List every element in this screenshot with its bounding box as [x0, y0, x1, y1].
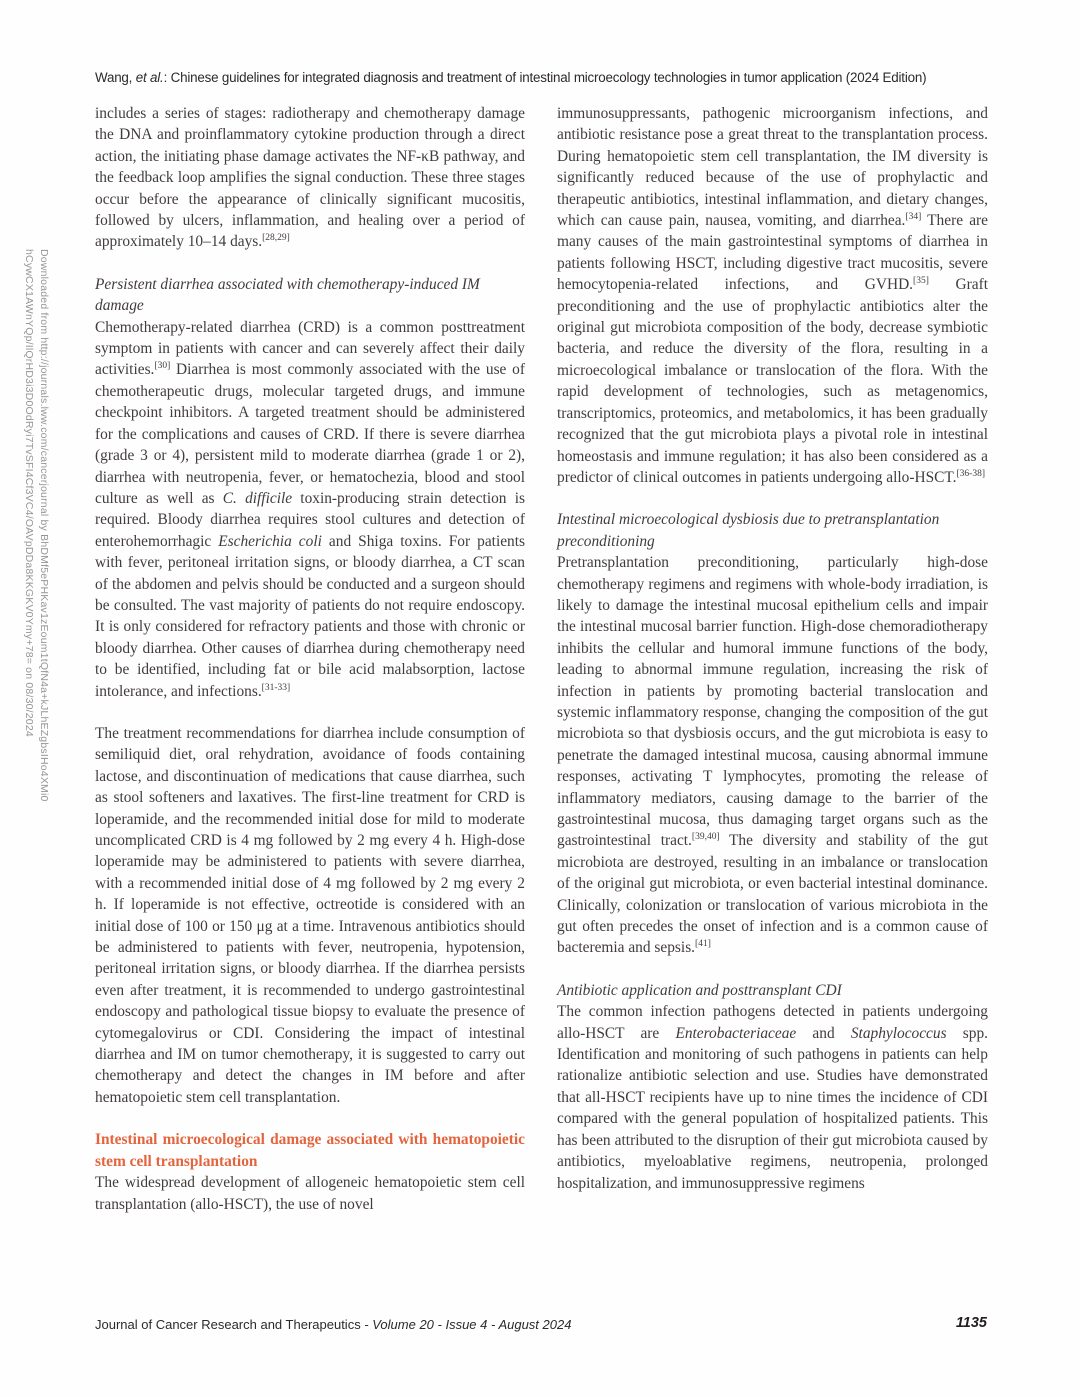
text-run: toxin-producing strain detection is required. Bloody diarrhea requires stool cultures and detection of enterohemorrhagic	[95, 489, 525, 550]
text-run: There are many causes of the main gastrointestinal symptoms of diarrhea in patients following HSCT, including digestive tract mucositis, severe hemocytopenia-related infections, and GVHD.	[557, 212, 988, 294]
text-run: Persistent diarrhea associated with chemotherapy-induced IM damage	[95, 275, 480, 315]
running-header-title: : Chinese guidelines for integrated diagnosis and treatment of intestinal microecology technologies in tumor application (2024 Edition)	[163, 70, 927, 85]
paragraph	[95, 103, 525, 253]
reference-citation: [34]	[905, 211, 922, 222]
italic-term: Escherichia coli	[218, 532, 322, 550]
subheading	[557, 509, 988, 552]
paragraph	[95, 1172, 525, 1215]
italic-term: Staphylococcus	[850, 1024, 947, 1042]
reference-citation: [39,40]	[691, 832, 720, 843]
footer-journal-line	[95, 1317, 571, 1332]
subheading	[557, 980, 988, 1001]
italic-term: Enterobacteriaceae	[675, 1024, 797, 1042]
paragraph	[557, 103, 988, 488]
text-run: Pretransplantation preconditioning, particularly high-dose chemotherapy regimens and regimens with whole-body irradiation, is likely to damage the intestinal mucosal epithelium cells and impair the intestinal mucosal barrier function. High-dose chemoradiotherapy inhibits the cellular and humoral immune functions of the body, leading to abnormal immune regulation, increasing the risk of infection in patients by promoting bacterial translocation and systemic inflammatory response, changing the composition of the gut microbiota so that dysbiosis occurs, and the gut microbiota is easy to penetrate the damaged intestinal mucosa, causing abnormal immune responses, activating T lymphocytes, promoting the release of inflammatory mediators, causing damage to the barrier of the gastrointestinal mucosa, thus damaging target organs such as the gastrointestinal tract.	[557, 554, 988, 850]
reference-citation: [31-33]	[261, 682, 291, 693]
text-run: and	[796, 1024, 851, 1042]
running-header-etal: et al.	[135, 70, 164, 85]
reference-citation: [41]	[695, 939, 711, 950]
text-run: Graft preconditioning and the use of prophylactic antibiotics alter the original gut microbiota composition of the body, decrease symbiotic bacteria, and reduce the diversity of the flora, resulting in a microecological imbalance or translocation of the flora. With the rapid development of technologies, such as metagenomics, transcriptomics, proteomics, and metabolomics, it has been gradually recognized that the gut microbiota plays a pivotal role in intestinal homeostasis and immune regulation; it has also been considered as a predictor of clinical outcomes in patients undergoing allo-HSCT.	[557, 276, 988, 486]
download-watermark	[21, 249, 51, 1379]
download-watermark-line2: hCywCX1AWnYQp/IlQrHD3i3D0OdRyi7TvSFI4Cf3VC4/OAVpDDa8KKGKV0Ymy+78= on 08/30/2024	[23, 249, 35, 737]
right-column	[557, 103, 988, 1194]
running-header	[95, 70, 987, 85]
italic-term: C. difficile	[222, 489, 293, 507]
text-run: Antibiotic application and posttransplant CDI	[557, 981, 842, 999]
paragraph	[557, 552, 988, 959]
reference-citation: [35]	[913, 276, 929, 287]
text-run: and Shiga toxins. For patients with fever, peritoneal irritation signs, or bloody diarrhea, a CT scan of the abdomen and pelvis should be conducted and a surgeon should be consulted. The vast majority of patients do not require endoscopy. It is only considered for refractory patients and those with chronic or bloody diarrhea. Other causes of diarrhea during chemotherapy need to be identified, including fat or bile acid malabsorption, lactose intolerance, and infections.	[95, 532, 526, 700]
footer-journal-name: Journal of Cancer Research and Therapeutics	[95, 1317, 361, 1332]
text-run: The widespread development of allogeneic hematopoietic stem cell transplantation (allo-HSCT), the use of novel	[95, 1174, 525, 1213]
left-column	[95, 103, 525, 1215]
text-run: Chemotherapy-related diarrhea (CRD) is a common posttreatment symptom in patients with cancer and can severely affect their daily activities.	[95, 318, 525, 379]
footer-issue-info: - Volume 20 - Issue 4 - August 2024	[360, 1317, 572, 1332]
paragraph	[95, 317, 525, 702]
text-run: includes a series of stages: radiotherapy and chemotherapy damage the DNA and proinflammatory cytokine production through a direct action, the initiating phase damage activates the NF-κB pathway, and the feedback loop amplifies the signal conduction. These three stages occur before the appearance of clinically significant mucositis, followed by ulcers, inflammation, and healing over a period of approximately 10–14 days.	[95, 105, 525, 251]
paragraph	[557, 1001, 988, 1194]
text-run: Intestinal microecological damage associated with hematopoietic stem cell transplantation	[95, 1131, 525, 1170]
download-watermark-line1: Downloaded from http://journals.lww.com/cancerjournal by BhDMf5ePHKav1zEoum1tQfN4a+kJLhEZgbsIHo4XMi0	[38, 249, 50, 802]
text-run: spp. Identification and monitoring of such pathogens in patients can help rationalize antibiotic selection and use. Studies have demonstrated that all-HSCT recipients have up to nine times the incidence of CDI compared with the general population of hospitalized patients. This has been attributed to the disruption of their gut microbiota caused by antibiotics, myeloablative regimens, neutropenia, prolonged hospitalization, and immunosuppressive regimens	[557, 1024, 988, 1192]
reference-citation: [30]	[154, 361, 171, 372]
text-run: immunosuppressants, pathogenic microorganism infections, and antibiotic resistance pose a great threat to the transplantation process. During hematopoietic stem cell transplantation, the IM diversity is significantly reduced because of the use of prophylactic and therapeutic antibiotics, intestinal inflammation, and dietary changes, which can cause pain, nausea, vomiting, and diarrhea.	[557, 105, 988, 230]
reference-citation: [36-38]	[956, 468, 985, 479]
section-heading	[95, 1129, 525, 1172]
text-run: Diarrhea is most commonly associated with the use of chemotherapeutic drugs, molecular targeted drugs, and immune checkpoint inhibitors. A targeted treatment should be administered for the complications and causes of CRD. If there is severe diarrhea (grade 3 or 4), persistent mild to moderate diarrhea (grade 1 or 2), diarrhea with neutropenia, fever, or hematochezia, blood and stool culture as well as	[95, 361, 525, 507]
text-run: The treatment recommendations for diarrhea include consumption of semiliquid diet, oral rehydration, avoidance of foods containing lactose, and discontinuation of medications that cause diarrhea, such as stool softeners and laxatives. The first-line treatment for CRD is loperamide, and the recommended initial dose for mild to moderate uncomplicated CRD is 4 mg followed by 2 mg every 4 h. High-dose loperamide may be administered to patients with severe diarrhea, with a recommended initial dose of 4 mg followed by 2 mg every 2 h. If loperamide is not effective, octreotide is considered with an initial dose of 100 or 150 μg at a time. Intravenous antibiotics should be administered to patients with fever, neutropenia, hypotension, peritoneal irritation signs, or bloody diarrhea. If the diarrhea persists even after treatment, it is recommended to undergo gastrointestinal endoscopy and pathological tissue biopsy to evaluate the presence of cytomegalovirus or CDI. Considering the impact of intestinal diarrhea and IM on tumor chemotherapy, it is suggested to carry out chemotherapy and detect the changes in IM before and after hematopoietic stem cell transplantation.	[95, 724, 525, 1106]
page-number: 1135	[955, 1315, 987, 1331]
subheading	[95, 274, 525, 317]
text-run: Intestinal microecological dysbiosis due to pretransplantation preconditioning	[557, 511, 940, 550]
paragraph	[95, 723, 525, 1108]
text-run: The diversity and stability of the gut microbiota are destroyed, resulting in an imbalance or translocation of the original gut microbiota, or even bacterial intestinal dominance. Clinically, colonization or translocation of various microbiota in the gut often precedes the onset of infection and is a common cause of bacteremia and sepsis.	[557, 832, 988, 957]
text-run: The common infection pathogens detected in patients undergoing allo-HSCT are	[557, 1003, 988, 1042]
running-header-authors: Wang,	[95, 70, 136, 85]
reference-citation: [28,29]	[262, 233, 290, 244]
